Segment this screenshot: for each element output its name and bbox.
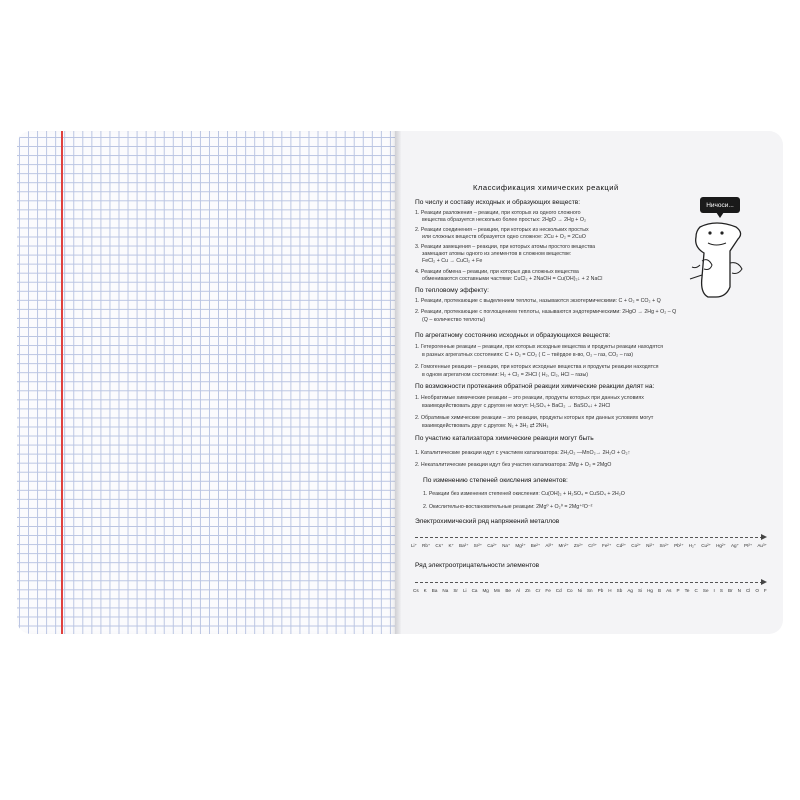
list-item: FeCl₂ + Cu → CuCl₂ + Fe [422, 258, 483, 264]
element-symbol: Pb [597, 588, 604, 593]
list-item: 4. Реакции обмена – реакции, при которых два сложных вещества [415, 269, 579, 275]
element-symbol: Ba [431, 588, 438, 593]
arrow-head-icon [761, 534, 767, 540]
element-symbol: Al [515, 588, 521, 593]
metal-ion: Pt²⁺ [744, 543, 753, 548]
page-title: Классификация химических реакций [473, 183, 619, 192]
metal-ion: Ba²⁺ [459, 543, 469, 548]
metal-ion: Ca²⁺ [487, 543, 498, 548]
element-symbol: F [763, 588, 767, 593]
list-item: 3. Реакции замещения – реакции, при которых атомы простого вещества [415, 244, 596, 250]
list-item: 1. Реакции, протекающие с выделением теплоты, называются экзотермическими: C + O₂ = CO₂ + Q [415, 298, 661, 304]
element-symbol: N [737, 588, 741, 593]
element-symbol: Sb [616, 588, 623, 593]
section-oxidation: По изменению степеней окисления элементов: [423, 477, 568, 484]
element-symbol: Sr [453, 588, 458, 593]
element-symbol: Br [727, 588, 733, 593]
list-item: 1. Гетерогенные реакции – реакции, при которых исходные вещества и продукты реакции находятся [415, 344, 663, 350]
list-item: 2. Обратимые химические реакции – это реакции, продукты которых при данных условиях могут [415, 415, 654, 421]
metal-ion: Cs⁺ [435, 543, 444, 548]
section-aggregate: По агрегатному состоянию исходных и образующихся веществ: [415, 332, 611, 339]
electronegativity-title: Ряд электроотрицательности элементов [415, 562, 540, 569]
list-item: 2. Окислительно-востановительные реакции: 2Mg⁰ + O₂⁰ = 2Mg⁺²O⁻² [423, 504, 593, 510]
metal-ion: Be²⁺ [530, 543, 541, 548]
section-composition: По числу и составу исходных и образующих веществ: [415, 199, 581, 206]
element-symbol: Cd [555, 588, 562, 593]
element-symbol: S [719, 588, 723, 593]
element-symbol: Li [462, 588, 467, 593]
metal-ion: Au³⁺ [757, 543, 767, 548]
metal-ion: Ni²⁺ [646, 543, 655, 548]
list-item: 2. Реакции соединения – реакции, при которых из нескольких простых [415, 227, 589, 233]
list-item: взаимодействовать друг с другом: N₂ + 3H₂ ⇄ 2NH₃ [422, 423, 549, 429]
metal-ion: Mn²⁺ [558, 543, 569, 548]
metal-ion: Sr²⁺ [473, 543, 483, 548]
element-symbol: As [666, 588, 672, 593]
metal-ion: Co²⁺ [631, 543, 642, 548]
metal-ion: Fe²⁺ [602, 543, 612, 548]
electronegativity-series [413, 588, 767, 593]
list-item: в разных агрегатных состояниях: C + O₂ = CO₂ ( C – твёрдое в-во, O₂ – газ, CO₂ – газ) [422, 352, 634, 358]
element-symbol: B [658, 588, 662, 593]
list-item: 2. Некаталитические реакции идут без участия катализатора: 2Mg + O₂ = 2MgO [415, 462, 612, 468]
list-item: в одном агрегатном состоянии: H₂ + Cl₂ = 2HCl ( H₂, Cl₂, HCl – газы) [422, 372, 589, 378]
element-symbol: Ag [627, 588, 633, 593]
list-item: 1. Необратимые химические реакции – это реакции, продукты которых при данных условиях [415, 395, 644, 401]
element-symbol: O [755, 588, 759, 593]
metal-ion: H₂⁺ [688, 543, 697, 548]
element-symbol: H [608, 588, 612, 593]
metal-ion: Pb²⁺ [674, 543, 684, 548]
element-symbol: Mn [493, 588, 501, 593]
element-symbol: Ca [471, 588, 478, 593]
list-item: вещества образуется несколько более простых: 2HgO → 2Hg + O₂ [422, 217, 587, 223]
element-symbol: P [676, 588, 680, 593]
metal-ion: Li⁺ [411, 543, 418, 548]
element-symbol: K [423, 588, 427, 593]
left-grid-page [17, 131, 397, 634]
element-symbol: Ni [577, 588, 582, 593]
list-item: 1. Реакции без изменения степеней окисления: Cu(OH)₂ + H₂SO₄ = CuSO₄ + 2H₂O [423, 491, 625, 497]
metal-ion: Sn²⁺ [659, 543, 670, 548]
section-thermal: По тепловому эффекту: [415, 287, 489, 294]
notebook [17, 131, 783, 634]
metals-series [411, 543, 767, 549]
arrow-head-icon [761, 579, 767, 585]
element-symbol: Se [702, 588, 709, 593]
cartoon-creature-icon [686, 217, 756, 301]
element-symbol: Zn [525, 588, 531, 593]
element-symbol: C [694, 588, 698, 593]
section-catalyst: По участию катализатора химические реакции могут быть [415, 435, 594, 442]
metal-ion: Cd²⁺ [616, 543, 627, 548]
element-symbol: Si [637, 588, 643, 593]
list-item: обмениваются составными частями: CuCl₂ + 2NaOH = Cu(OH)₂↓ + 2 NaCl [422, 276, 603, 282]
element-symbol: Sn [586, 588, 593, 593]
metal-ion: Hg²⁺ [716, 543, 726, 548]
metal-ion: Rb⁺ [422, 543, 431, 548]
metal-ion: K⁺ [448, 543, 454, 548]
metal-ion: Cr³⁺ [588, 543, 598, 548]
electronegativity-arrow [415, 582, 763, 583]
element-symbol: Be [505, 588, 511, 593]
element-symbol: Mg [482, 588, 489, 593]
list-item: взаимодействовать друг с другом не могут: H₂SO₄ + BaCl₂ → BaSO₄↓ + 2HCl [422, 403, 611, 409]
list-item: 1. Каталитические реакции идут с участием катализатора: 2H₂O₂ —MnO₂→ 2H₂O + O₂↑ [415, 450, 631, 456]
metal-ion: Zn²⁺ [573, 543, 584, 548]
list-item: 2. Реакции, протекающие с поглощением теплоты, называются эндотермическими: 2HgO → 2Hg + O₂ – Q [415, 309, 677, 315]
metals-arrow [415, 537, 763, 538]
metal-ion: Mg²⁺ [515, 543, 526, 548]
metal-ion: Al³⁺ [545, 543, 554, 548]
list-item: 2. Гомогенные реакции – реакции, при которых исходные вещества и продукты реакции находятся [415, 364, 659, 370]
element-symbol: I [713, 588, 715, 593]
metal-ion: Ag⁺ [730, 543, 739, 548]
element-symbol: Te [684, 588, 690, 593]
list-item: (Q – количество теплоты) [422, 317, 486, 323]
metals-series-title: Электрохимический ряд напряжений металлов [415, 518, 560, 525]
list-item: или сложных веществ образуется одно сложное: 2Cu + O₂ = 2CuO [422, 234, 586, 240]
margin-line [61, 131, 63, 634]
section-reversibility: По возможности протекания обратной реакции химические реакции делят на: [415, 383, 655, 390]
element-symbol: Fe [545, 588, 551, 593]
metal-ion: Cu²⁺ [701, 543, 712, 548]
metal-ion: Na⁺ [502, 543, 511, 548]
speech-bubble: Ничоси... [700, 197, 740, 213]
element-symbol: Cr [535, 588, 541, 593]
element-symbol: Cs [413, 588, 419, 593]
right-reference-page [401, 131, 783, 634]
list-item: замещают атомы одного из элементов в сложном веществе: [422, 251, 572, 257]
element-symbol: Cl [745, 588, 751, 593]
list-item: 1. Реакции разложения – реакции, при которых из одного сложного [415, 210, 581, 216]
element-symbol: Na [442, 588, 449, 593]
element-symbol: Hg [647, 588, 653, 593]
element-symbol: Co [566, 588, 573, 593]
